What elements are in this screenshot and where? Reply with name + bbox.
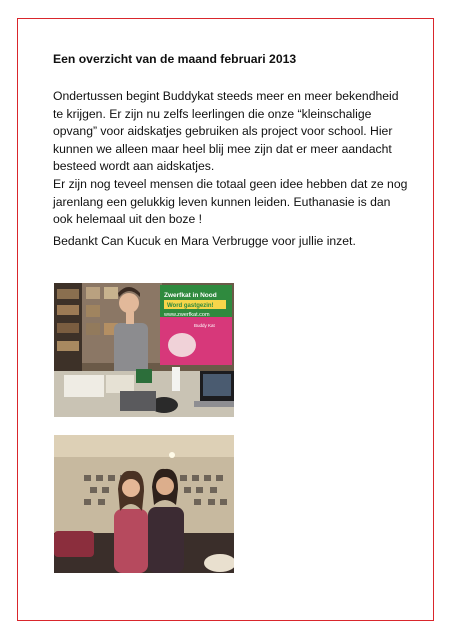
paragraph-awareness: Er zijn nog teveel mensen die totaal geen idee hebben dat ze nog jarenlang een gelukkig leven kunnen leiden. Euthanasie is dan ook helemaal uit den boze ! <box>53 177 408 227</box>
volunteers-illustration <box>54 435 234 573</box>
photo-info-stand <box>54 283 234 417</box>
photo-two-volunteers <box>54 435 234 573</box>
banner-line-4: Buddy Kat <box>194 323 215 328</box>
paragraph-intro: Ondertussen begint Buddykat steeds meer en meer bekendheid te krijgen. Er zijn nu zelfs leerlingen die onze “kleinschalige opvang” voor aidskatjes gebruiken als project voor school. Hier kunnen we alleen maar heel blij mee zijn dat er meer aandacht besteed wordt aan aidskatjes. <box>53 89 399 174</box>
banner-line-3: www.zwerfkat.com <box>164 312 210 318</box>
banner-line-2: Word gastgezin! <box>167 303 214 309</box>
banner-line-1: Zwerfkat in Nood <box>164 292 217 299</box>
info-stand-illustration <box>54 283 234 417</box>
page-title: Een overzicht van de maand februari 2013 <box>53 52 297 66</box>
paragraph-thanks: Bedankt Can Kucuk en Mara Verbrugge voor jullie inzet. <box>53 234 356 248</box>
